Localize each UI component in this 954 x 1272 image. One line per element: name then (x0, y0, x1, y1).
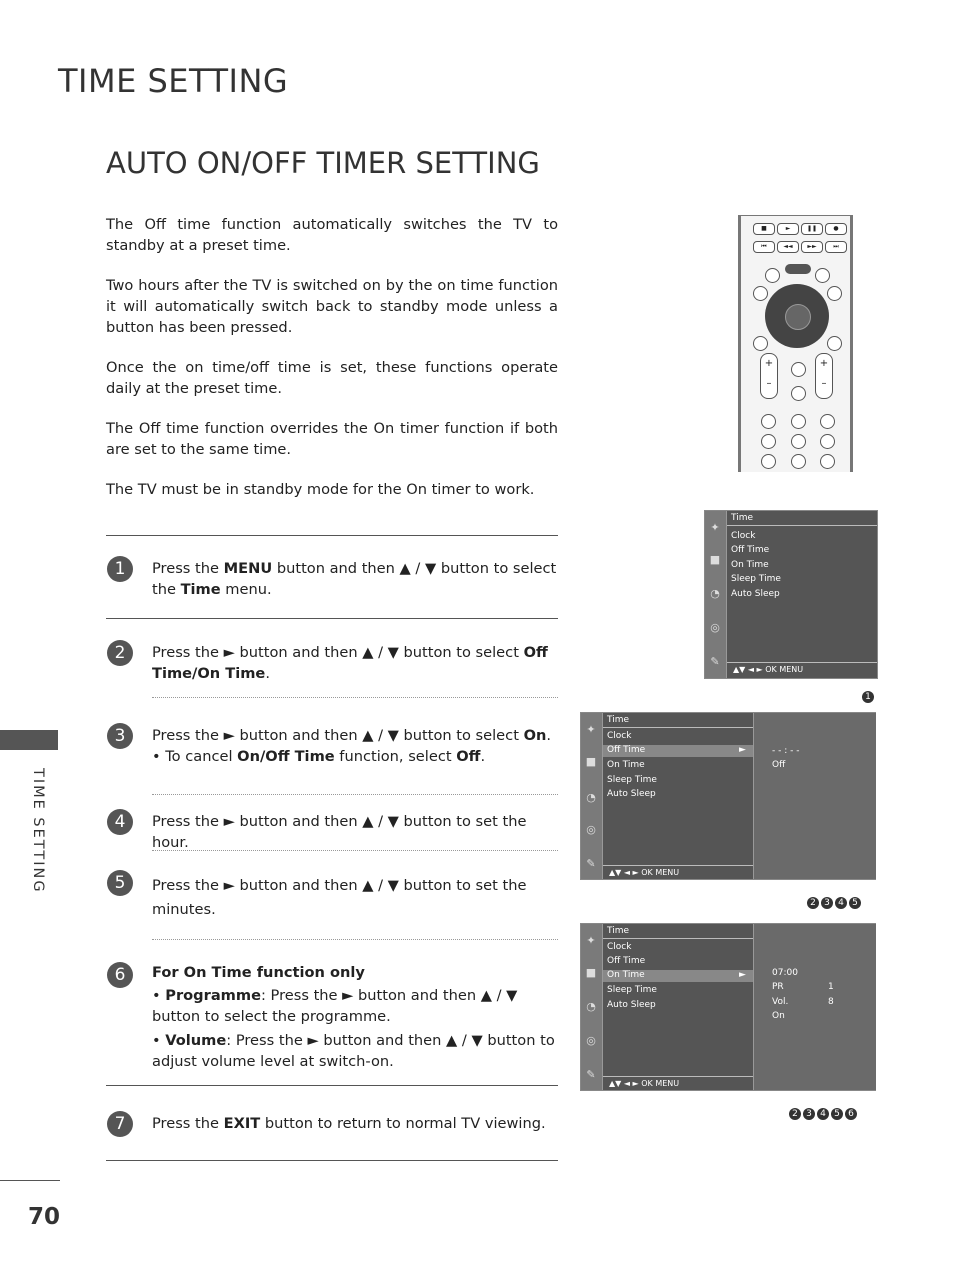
divider (152, 794, 558, 795)
osd-item-on-time-selected: On Time (607, 970, 645, 980)
forward-icon: ►► (801, 241, 823, 253)
divider (106, 1160, 558, 1161)
number-key (820, 454, 835, 469)
osd-divider (603, 865, 753, 866)
page-header: TIME SETTING (58, 62, 289, 100)
option-icon: ◎ (710, 621, 720, 634)
section-title: AUTO ON/OFF TIMER SETTING (106, 146, 540, 180)
step-number: 1 (107, 556, 133, 582)
step-heading: For On Time function only (152, 964, 365, 981)
screen-icon: ■ (585, 755, 597, 768)
volume-rocker: + – (760, 353, 778, 399)
screen-icon: ■ (709, 553, 721, 566)
mode-value: On (772, 1011, 785, 1021)
osd-value-panel (753, 924, 876, 1090)
pause-icon: ❚❚ (801, 223, 823, 235)
skip-forward-icon: ⏭ (825, 241, 847, 253)
osd-item-off-time-selected: Off Time (607, 745, 646, 755)
volume-label: Vol. (772, 997, 789, 1007)
step-text: Press the MENU button and then ▲ / ▼ button to select the Time menu. (152, 560, 557, 598)
step-bullet: • Volume: Press the ► button and then ▲ / ▼ button to adjust volume level at switch-on. (152, 1032, 555, 1070)
osd-item-clock: Clock (731, 531, 756, 541)
osd-divider (603, 1076, 753, 1077)
pr-value: 1 (828, 982, 834, 992)
osd-item-sleep-time: Sleep Time (607, 985, 657, 995)
side-section-label: TIME SETTING (30, 768, 46, 894)
osd-item-on-time: On Time (607, 760, 645, 770)
number-key (820, 434, 835, 449)
mute-icon (791, 386, 806, 401)
intro-paragraph: The TV must be in standby mode for the On timer to work. (106, 481, 535, 498)
intro-paragraph: Once the on time/off time is set, these functions operate daily at the preset time. (106, 359, 558, 397)
osd-item-off-time: Off Time (607, 956, 646, 966)
step-number: 5 (107, 870, 133, 896)
step-number: 6 (107, 962, 133, 988)
divider (106, 535, 558, 536)
remote-button (753, 286, 768, 301)
osd-divider (603, 727, 753, 728)
setup-icon: ✎ (586, 857, 596, 870)
osd-item-auto-sleep: Auto Sleep (607, 1000, 656, 1010)
intro-paragraph: The Off time function overrides the On timer function if both are set to the same time. (106, 420, 558, 458)
number-key (791, 414, 806, 429)
osd-title: Time (607, 926, 630, 936)
time-icon: ◔ (710, 587, 720, 600)
intro-paragraph: Two hours after the TV is switched on by the on time function it will automatically switch back to standby mode unless a button has been pressed. (106, 277, 558, 336)
remote-control-illustration (738, 215, 853, 472)
remote-button (827, 336, 842, 351)
osd-item-off-time: Off Time (731, 545, 770, 555)
satellite-icon: ✦ (710, 521, 720, 534)
step-number: 7 (107, 1111, 133, 1137)
osd-item-clock: Clock (607, 942, 632, 952)
remote-button (765, 268, 780, 283)
setup-icon: ✎ (586, 1068, 596, 1081)
osd-title: Time (607, 715, 630, 725)
ok-button (785, 304, 811, 330)
osd-menu-time (704, 510, 878, 679)
time-value: 07:00 (772, 968, 798, 978)
time-icon: ◔ (586, 1000, 596, 1013)
number-key (761, 454, 776, 469)
step-number: 3 (107, 723, 133, 749)
satellite-icon: ✦ (586, 934, 596, 947)
number-key (761, 414, 776, 429)
osd-item-on-time: On Time (731, 560, 769, 570)
record-icon: ● (825, 223, 847, 235)
rewind-icon: ◄◄ (777, 241, 799, 253)
osd-item-clock: Clock (607, 731, 632, 741)
osd-footer: ▲▼ ◄ ► OK MENU (733, 665, 804, 674)
remote-button (815, 268, 830, 283)
step-text: Press the ► button and then ▲ / ▼ button to select On. • To cancel On/Off Time function, select Off. (152, 727, 551, 765)
arrow-right-icon: ► (739, 745, 746, 755)
menu-key (785, 264, 811, 274)
osd-item-auto-sleep: Auto Sleep (731, 589, 780, 599)
pr-label: PR (772, 982, 784, 992)
arrow-right-icon: ► (739, 970, 746, 980)
step-number: 2 (107, 640, 133, 666)
osd-title: Time (731, 513, 754, 523)
osd-item-auto-sleep: Auto Sleep (607, 789, 656, 799)
option-icon: ◎ (586, 823, 596, 836)
intro-paragraph: The Off time function automatically switches the TV to standby at a preset time. (106, 216, 558, 254)
screen-icon: ■ (585, 966, 597, 979)
mode-value: Off (772, 760, 786, 770)
programme-rocker: + – (815, 353, 833, 399)
skip-back-icon: ⏮ (753, 241, 775, 253)
number-key (791, 434, 806, 449)
page-number: 70 (28, 1204, 61, 1230)
step-text: Press the EXIT button to return to normal TV viewing. (152, 1115, 546, 1132)
step-text: Press the ► button and then ▲ / ▼ button to set the hour. (152, 813, 527, 851)
divider (152, 939, 558, 940)
time-value: - - : - - (772, 746, 800, 756)
number-key (761, 434, 776, 449)
divider (106, 618, 558, 619)
osd-value-panel (753, 713, 876, 879)
step-text: Press the ► button and then ▲ / ▼ button to set the minutes. (152, 877, 527, 918)
divider (106, 1085, 558, 1086)
osd-menu-off-time (580, 712, 876, 880)
osd-item-sleep-time: Sleep Time (607, 775, 657, 785)
step-text: Press the ► button and then ▲ / ▼ button to select Off Time/On Time. (152, 644, 548, 682)
osd-footer: ▲▼ ◄ ► OK MENU (609, 1079, 680, 1088)
volume-value: 8 (828, 997, 834, 1007)
osd-item-sleep-time: Sleep Time (731, 574, 781, 584)
remote-button (753, 336, 768, 351)
step-badges: 2 3 4 5 6 (787, 1101, 857, 1120)
navigation-ring (765, 284, 829, 348)
remote-button (791, 362, 806, 377)
number-key (820, 414, 835, 429)
step-badges: 2 3 4 5 (805, 890, 861, 909)
satellite-icon: ✦ (586, 723, 596, 736)
remote-button (827, 286, 842, 301)
stop-icon: ■ (753, 223, 775, 235)
osd-footer: ▲▼ ◄ ► OK MENU (609, 868, 680, 877)
footer-divider (0, 1180, 60, 1181)
divider (152, 697, 558, 698)
osd-divider (727, 525, 877, 526)
step-bullet: • Programme: Press the ► button and then ▲ / ▼ button to select the programme. (152, 987, 518, 1025)
osd-divider (727, 662, 877, 663)
play-icon: ► (777, 223, 799, 235)
osd-menu-on-time (580, 923, 876, 1091)
step-number: 4 (107, 809, 133, 835)
number-key (791, 454, 806, 469)
step-badges: 1 (860, 684, 874, 703)
section-tab-marker (0, 730, 58, 750)
osd-divider (603, 938, 753, 939)
option-icon: ◎ (586, 1034, 596, 1047)
setup-icon: ✎ (710, 655, 720, 668)
time-icon: ◔ (586, 791, 596, 804)
